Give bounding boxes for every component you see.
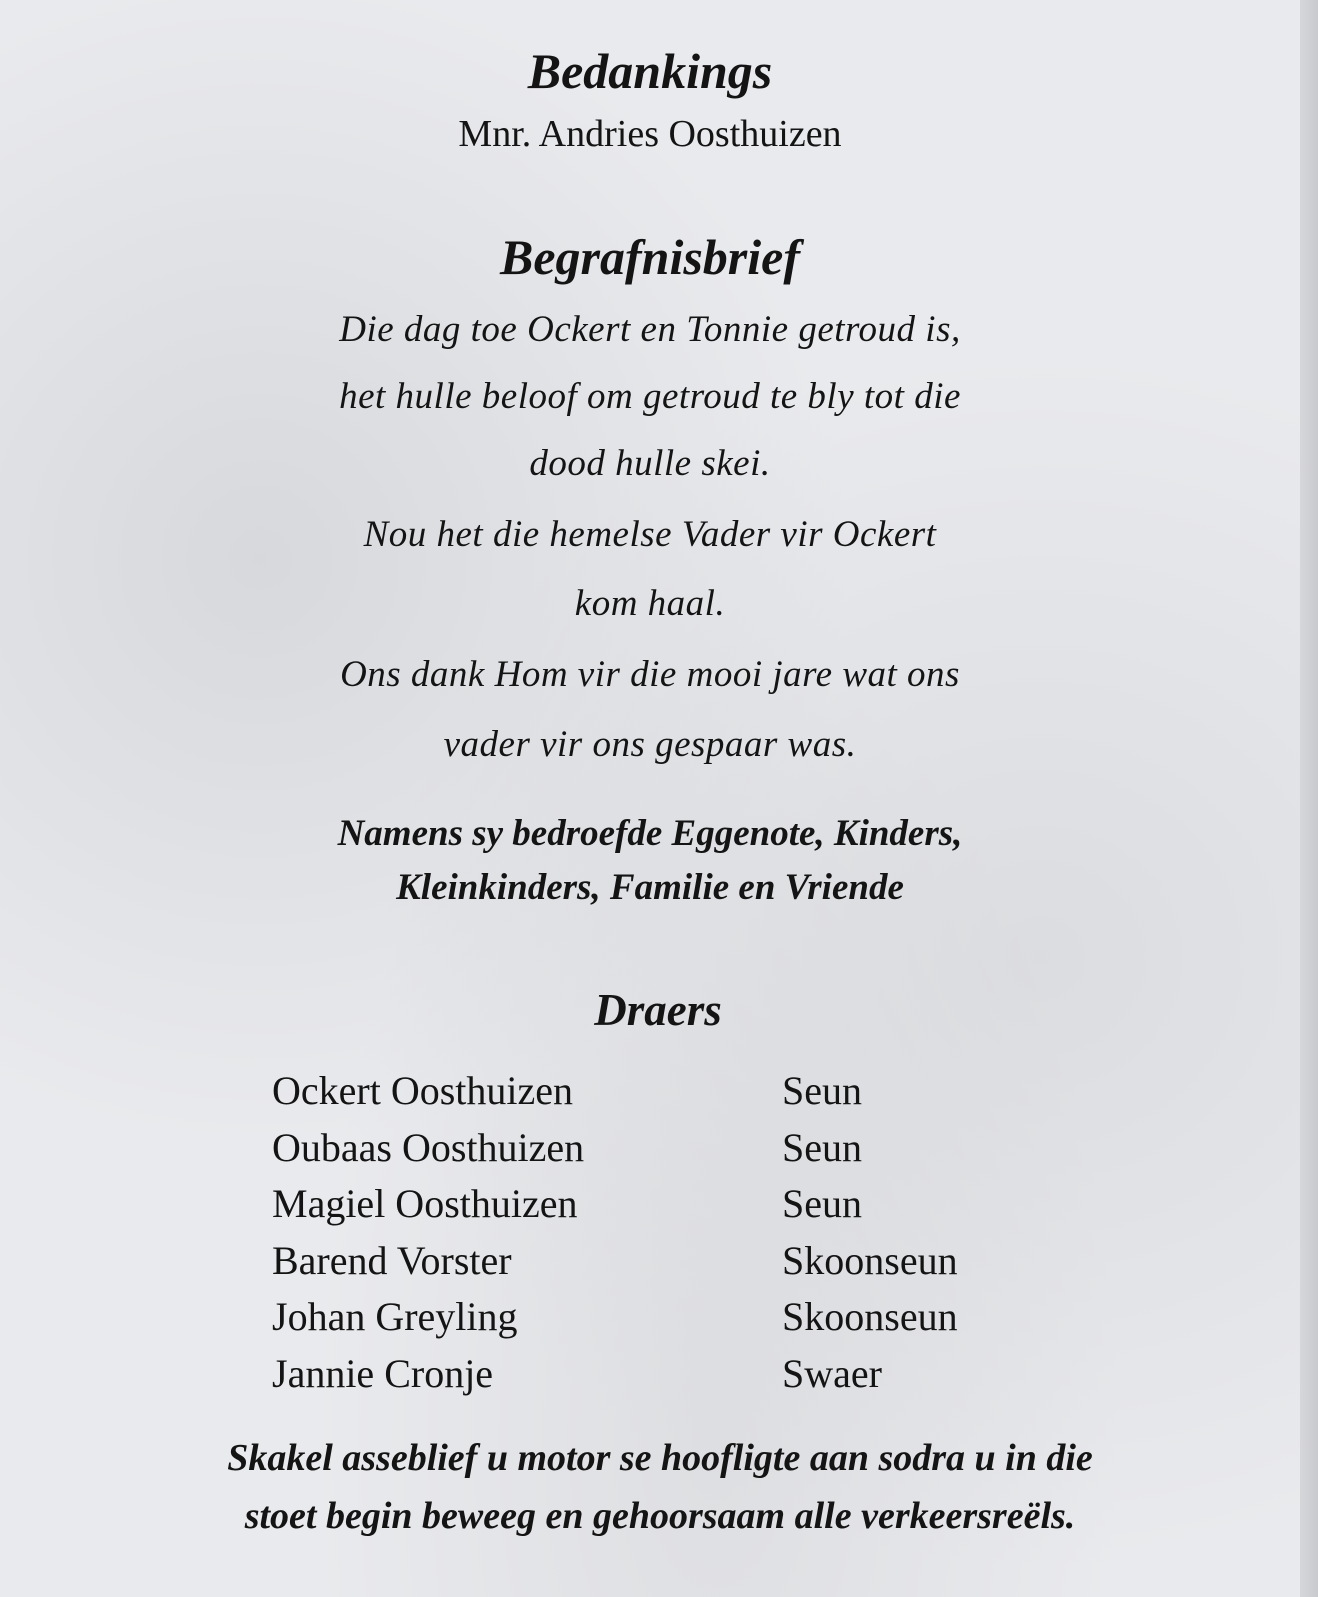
- pallbearer-row: [272, 1294, 1032, 1351]
- pallbearer-relation: Skoonseun: [782, 1294, 958, 1340]
- deceased-name: Mnr. Andries Oosthuizen: [458, 113, 842, 155]
- letter-line: het hulle beloof om getroud te bly tot die: [339, 376, 961, 417]
- pallbearer-name: Barend Vorster: [272, 1237, 512, 1283]
- pallbearer-relation: Seun: [782, 1181, 862, 1227]
- family-line: Kleinkinders, Familie en Vriende: [396, 867, 904, 908]
- pallbearer-row: [272, 1238, 1032, 1295]
- letter-line: Ons dank Hom vir die mooi jare wat ons: [340, 654, 960, 695]
- pallbearers-list: [272, 1068, 1032, 1408]
- pallbearer-row: [272, 1068, 1032, 1125]
- letter-line: Die dag toe Ockert en Tonnie getroud is,: [339, 309, 961, 350]
- letter-line: kom haal.: [574, 583, 726, 624]
- family-line: Namens sy bedroefde Eggenote, Kinders,: [337, 813, 963, 854]
- letter-line: Nou het die hemelse Vader vir Ockert: [363, 514, 937, 555]
- letter-title: Begrafnisbrief: [500, 229, 800, 285]
- pallbearer-name: Jannie Cronje: [272, 1350, 494, 1396]
- pallbearer-row: [272, 1351, 1032, 1408]
- paper-edge: [1300, 0, 1318, 1597]
- page-title: Bedankings: [527, 43, 773, 99]
- pallbearer-name: Oubaas Oosthuizen: [272, 1124, 585, 1170]
- pallbearer-row: [272, 1181, 1032, 1238]
- notice-line: Skakel asseblief u motor se hoofligte aan sodra u in die: [227, 1437, 1093, 1479]
- pallbearer-relation: Seun: [782, 1124, 862, 1170]
- pallbearer-relation: Swaer: [782, 1350, 882, 1396]
- pallbearer-row: [272, 1125, 1032, 1182]
- letter-line: vader vir ons gespaar was.: [443, 724, 857, 765]
- notice-line: stoet begin beweeg en gehoorsaam alle verkeersreëls.: [244, 1495, 1076, 1537]
- letter-line: dood hulle skei.: [529, 443, 771, 484]
- pallbearer-name: Magiel Oosthuizen: [272, 1181, 578, 1227]
- pallbearer-name: Ockert Oosthuizen: [272, 1068, 574, 1113]
- pallbearer-name: Johan Greyling: [272, 1294, 518, 1340]
- pallbearer-relation: Skoonseun: [782, 1237, 958, 1283]
- pallbearer-relation: Seun: [782, 1068, 862, 1113]
- pallbearers-title: Draers: [594, 985, 722, 1035]
